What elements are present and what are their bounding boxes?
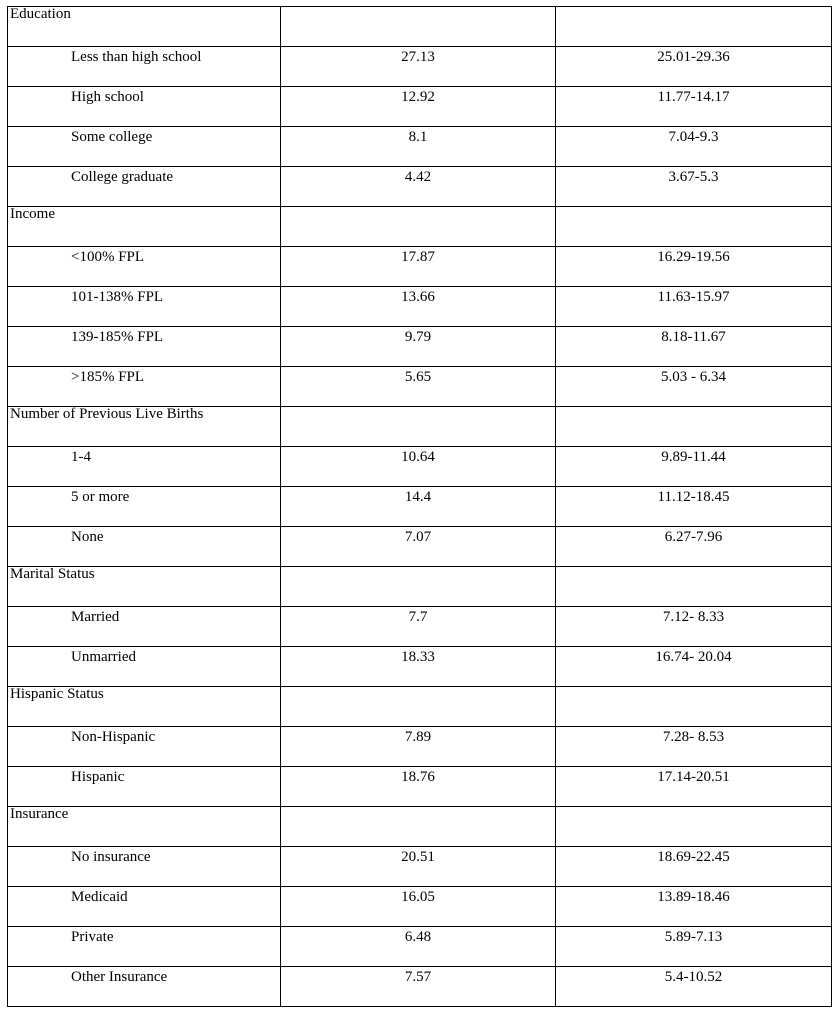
row-label: >185% FPL — [71, 369, 145, 385]
row-label-cell — [8, 167, 281, 207]
row-ci-cell — [556, 87, 832, 127]
empty-cell — [556, 407, 832, 447]
row-value-cell — [281, 607, 556, 647]
table-row — [8, 927, 832, 967]
row-label: 139-185% FPL — [71, 329, 164, 345]
row-ci-cell — [556, 447, 832, 487]
row-label-cell — [8, 847, 281, 887]
row-label-cell — [8, 967, 281, 1007]
row-ci: 9.89-11.44 — [661, 449, 726, 465]
row-ci-cell — [556, 367, 832, 407]
data-table — [7, 6, 832, 1007]
row-label-cell — [8, 327, 281, 367]
row-label: High school — [71, 89, 144, 105]
section-title: Education — [10, 6, 71, 22]
section-title: Insurance — [10, 806, 69, 822]
row-ci-cell — [556, 287, 832, 327]
row-label-cell — [8, 647, 281, 687]
section-title-cell — [8, 687, 281, 727]
row-value-cell — [281, 87, 556, 127]
row-label-cell — [8, 47, 281, 87]
row-label-cell — [8, 727, 281, 767]
row-value: 4.42 — [404, 169, 432, 185]
row-label-cell — [8, 367, 281, 407]
row-value-cell — [281, 767, 556, 807]
row-ci-cell — [556, 647, 832, 687]
row-ci: 7.28- 8.53 — [662, 729, 725, 745]
row-label-cell — [8, 927, 281, 967]
row-label: Less than high school — [71, 49, 202, 65]
row-ci: 5.89-7.13 — [664, 929, 723, 945]
row-label-cell — [8, 527, 281, 567]
row-ci: 16.29-19.56 — [657, 249, 730, 265]
row-ci-cell — [556, 607, 832, 647]
row-ci-cell — [556, 927, 832, 967]
section-header-row — [8, 567, 832, 607]
row-value-cell — [281, 887, 556, 927]
row-value-cell — [281, 647, 556, 687]
row-value-cell — [281, 287, 556, 327]
table-row — [8, 967, 832, 1007]
table-row — [8, 607, 832, 647]
row-label: 101-138% FPL — [71, 289, 164, 305]
row-label: Unmarried — [71, 649, 136, 665]
section-title: Hispanic Status — [10, 686, 104, 702]
table-row — [8, 527, 832, 567]
row-label: 5 or more — [71, 489, 130, 505]
row-value: 7.57 — [404, 969, 432, 985]
table-row — [8, 127, 832, 167]
row-ci: 3.67-5.3 — [668, 169, 719, 185]
row-ci-cell — [556, 887, 832, 927]
row-ci: 11.12-18.45 — [657, 489, 730, 505]
row-ci: 11.77-14.17 — [657, 89, 730, 105]
row-value-cell — [281, 127, 556, 167]
row-ci: 8.18-11.67 — [661, 329, 726, 345]
row-label-cell — [8, 87, 281, 127]
row-value: 7.89 — [404, 729, 432, 745]
row-ci: 7.12- 8.33 — [662, 609, 725, 625]
table-row — [8, 767, 832, 807]
section-title: Number of Previous Live Births — [10, 406, 204, 422]
empty-cell — [556, 687, 832, 727]
row-label-cell — [8, 607, 281, 647]
row-value: 13.66 — [401, 289, 435, 305]
row-ci: 18.69-22.45 — [657, 849, 730, 865]
row-value: 12.92 — [401, 89, 435, 105]
row-value-cell — [281, 727, 556, 767]
row-value: 17.87 — [401, 249, 435, 265]
row-ci-cell — [556, 127, 832, 167]
section-header-row — [8, 7, 832, 47]
empty-cell — [556, 207, 832, 247]
section-header-row — [8, 687, 832, 727]
row-label: College graduate — [71, 169, 174, 185]
row-label: Married — [71, 609, 120, 625]
row-value: 8.1 — [408, 129, 428, 145]
section-title-cell — [8, 407, 281, 447]
row-ci-cell — [556, 727, 832, 767]
row-ci: 7.04-9.3 — [668, 129, 719, 145]
section-header-row — [8, 207, 832, 247]
row-label: Private — [71, 929, 114, 945]
row-label: Some college — [71, 129, 153, 145]
table-row — [8, 167, 832, 207]
row-value-cell — [281, 367, 556, 407]
section-title: Income — [10, 206, 55, 222]
empty-cell — [281, 7, 556, 47]
row-ci-cell — [556, 47, 832, 87]
row-value: 14.4 — [404, 489, 432, 505]
table-row — [8, 887, 832, 927]
row-value-cell — [281, 447, 556, 487]
row-ci-cell — [556, 767, 832, 807]
section-title-cell — [8, 807, 281, 847]
empty-cell — [556, 807, 832, 847]
row-label-cell — [8, 247, 281, 287]
empty-cell — [281, 207, 556, 247]
empty-cell — [281, 407, 556, 447]
row-label: 1-4 — [71, 449, 91, 465]
row-label-cell — [8, 487, 281, 527]
row-ci-cell — [556, 327, 832, 367]
table-row — [8, 327, 832, 367]
row-value-cell — [281, 927, 556, 967]
table-row — [8, 367, 832, 407]
empty-cell — [556, 567, 832, 607]
row-label-cell — [8, 127, 281, 167]
row-value: 10.64 — [401, 449, 435, 465]
row-value: 7.07 — [404, 529, 432, 545]
row-value: 16.05 — [401, 889, 435, 905]
row-label: No insurance — [71, 849, 151, 865]
row-ci-cell — [556, 247, 832, 287]
table-body — [8, 7, 832, 1007]
row-ci-cell — [556, 527, 832, 567]
row-label-cell — [8, 887, 281, 927]
row-label: Hispanic — [71, 769, 125, 785]
row-value: 20.51 — [401, 849, 435, 865]
row-ci: 16.74- 20.04 — [655, 649, 732, 665]
table-row — [8, 847, 832, 887]
row-ci: 11.63-15.97 — [657, 289, 730, 305]
row-label: None — [71, 529, 104, 545]
row-value: 27.13 — [401, 49, 435, 65]
row-label: Non-Hispanic — [71, 729, 156, 745]
row-label: <100% FPL — [71, 249, 145, 265]
row-value: 6.48 — [404, 929, 432, 945]
empty-cell — [281, 567, 556, 607]
empty-cell — [556, 7, 832, 47]
row-ci-cell — [556, 167, 832, 207]
row-value-cell — [281, 487, 556, 527]
row-label-cell — [8, 767, 281, 807]
section-title-cell — [8, 7, 281, 47]
row-ci: 6.27-7.96 — [664, 529, 723, 545]
empty-cell — [281, 687, 556, 727]
table-row — [8, 247, 832, 287]
row-value-cell — [281, 967, 556, 1007]
section-title-cell — [8, 207, 281, 247]
table-row — [8, 47, 832, 87]
row-label-cell — [8, 287, 281, 327]
row-value: 7.7 — [408, 609, 428, 625]
table-row — [8, 487, 832, 527]
section-header-row — [8, 407, 832, 447]
row-label: Medicaid — [71, 889, 128, 905]
row-ci-cell — [556, 487, 832, 527]
row-label-cell — [8, 447, 281, 487]
row-ci: 5.4-10.52 — [664, 969, 723, 985]
row-ci: 13.89-18.46 — [657, 889, 730, 905]
row-value-cell — [281, 47, 556, 87]
row-value-cell — [281, 327, 556, 367]
row-value-cell — [281, 167, 556, 207]
table-row — [8, 287, 832, 327]
row-ci: 25.01-29.36 — [657, 49, 730, 65]
row-ci: 5.03 - 6.34 — [661, 369, 726, 385]
empty-cell — [281, 807, 556, 847]
row-value-cell — [281, 527, 556, 567]
row-value-cell — [281, 247, 556, 287]
row-value: 9.79 — [404, 329, 432, 345]
row-value: 18.76 — [401, 769, 435, 785]
row-value: 18.33 — [401, 649, 435, 665]
row-ci-cell — [556, 967, 832, 1007]
row-value-cell — [281, 847, 556, 887]
table-row — [8, 87, 832, 127]
row-ci-cell — [556, 847, 832, 887]
section-title: Marital Status — [10, 566, 95, 582]
row-label: Other Insurance — [71, 969, 168, 985]
table-row — [8, 447, 832, 487]
table-row — [8, 727, 832, 767]
table-row — [8, 647, 832, 687]
row-ci: 17.14-20.51 — [657, 769, 730, 785]
section-header-row — [8, 807, 832, 847]
section-title-cell — [8, 567, 281, 607]
row-value: 5.65 — [404, 369, 432, 385]
